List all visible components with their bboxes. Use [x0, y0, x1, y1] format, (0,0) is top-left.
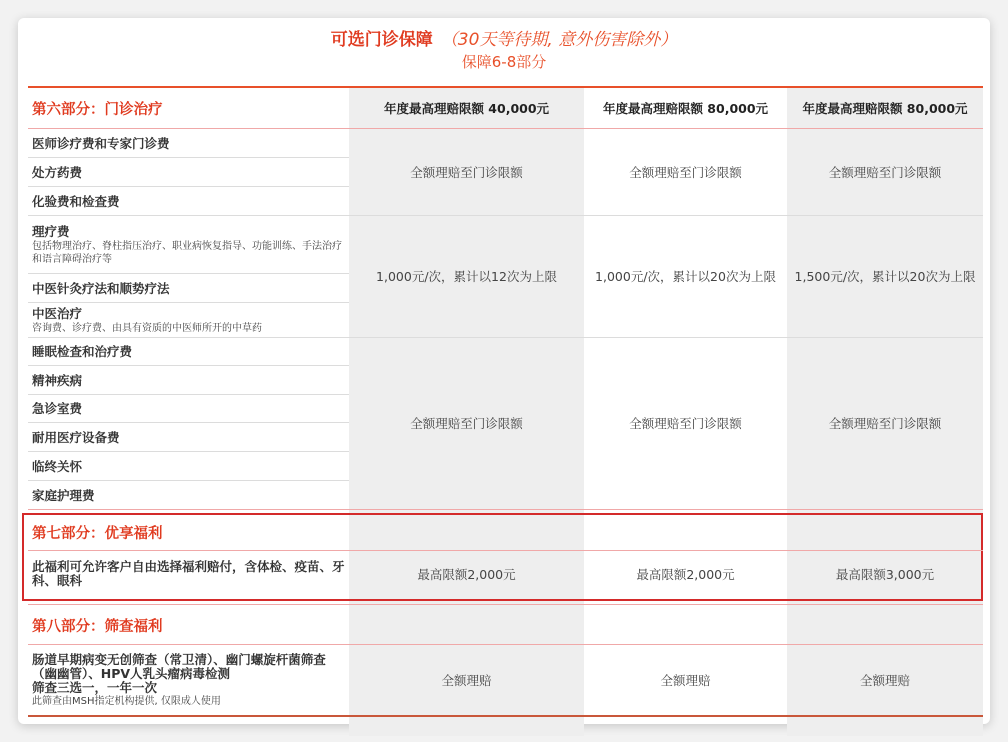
value-cell: 全额理赔至门诊限额 — [828, 416, 942, 431]
title-line2: 保障6-8部分 — [461, 53, 547, 71]
item-note: 此筛查由MSH指定机构提供, 仅限成人使用 — [32, 695, 221, 707]
list-item — [32, 645, 348, 715]
plan-header-1: 年度最高理赔限额 40,000元 — [383, 101, 550, 116]
value-cell: 全额理赔至门诊限额 — [629, 416, 742, 431]
card-title — [18, 28, 990, 72]
list-item: 化验费和检查费 — [32, 193, 120, 209]
part7-title: 第七部分：优享福利 — [32, 526, 163, 542]
benefit-card — [18, 18, 990, 724]
part6-title: 第六部分：门诊治疗 — [32, 101, 163, 118]
list-item — [32, 302, 348, 337]
item-note: 咨询费、诊疗费、由具有资质的中医师所开的中草药 — [32, 323, 262, 334]
list-item: 处方药费 — [32, 164, 83, 180]
divider — [28, 509, 983, 510]
title-subtitle: （30天等待期, 意外伤害除外） — [440, 30, 678, 50]
item-label: 肠道早期病变无创筛查（常卫清）、幽门螺旋杆菌筛查（幽幽管）、HPV人乳头瘤病毒检测 — [32, 651, 326, 681]
value-cell: 全额理赔 — [859, 673, 910, 688]
value-cell: 最高限额2,000元 — [636, 567, 735, 582]
value-cell: 最高限额3,000元 — [835, 567, 935, 582]
value-cell: 全额理赔 — [660, 673, 711, 688]
list-item — [32, 215, 348, 273]
value-cell: 1,500元/次，累计以20次为上限 — [794, 269, 976, 284]
value-cell: 全额理赔至门诊限额 — [828, 164, 942, 180]
list-item: 耐用医疗设备费 — [32, 429, 120, 445]
value-cell: 1,000元/次，累计以20次为上限 — [595, 269, 776, 284]
list-item: 急诊室费 — [32, 401, 83, 416]
divider — [28, 604, 983, 605]
item-note: 包括物理治疗、脊柱指压治疗、职业病恢复指导、功能训练、手法治疗和语言障碍治疗等 — [32, 241, 342, 265]
list-item: 家庭护理费 — [32, 487, 95, 503]
item-label: 中医治疗 — [32, 306, 83, 321]
plan-header-2: 年度最高理赔限额 80,000元 — [602, 101, 769, 116]
value-cell: 最高限额2,000元 — [417, 567, 516, 582]
table-bottom-border — [28, 715, 983, 717]
title-main: 可选门诊保障 — [330, 30, 433, 50]
list-item: 精神疾病 — [32, 372, 83, 388]
part6-header — [32, 88, 348, 128]
item-label: 理疗费 — [32, 224, 70, 239]
list-item: 中医针灸疗法和顺势疗法 — [32, 280, 170, 296]
list-item: 医师诊疗费和专家门诊费 — [32, 135, 170, 151]
list-item: 临终关怀 — [32, 458, 83, 474]
value-cell: 全额理赔至门诊限额 — [410, 416, 523, 431]
plan-header-3: 年度最高理赔限额 80,000元 — [802, 101, 968, 116]
part7-header — [32, 515, 348, 550]
value-cell: 全额理赔 — [441, 673, 492, 688]
part8-header — [32, 606, 348, 644]
value-cell: 全额理赔至门诊限额 — [629, 164, 742, 180]
value-cell: 全额理赔至门诊限额 — [410, 164, 523, 180]
value-cell: 1,000元/次，累计以12次为上限 — [376, 269, 557, 284]
list-item: 睡眠检查和治疗费 — [32, 344, 133, 359]
part8-title: 第八部分：筛查福利 — [32, 618, 163, 635]
list-item: 此福利可允许客户自由选择福利赔付，含体检、疫苗、牙科、眼科 — [32, 559, 345, 588]
item-label-2: 筛查三选一，一年一次 — [32, 679, 158, 695]
